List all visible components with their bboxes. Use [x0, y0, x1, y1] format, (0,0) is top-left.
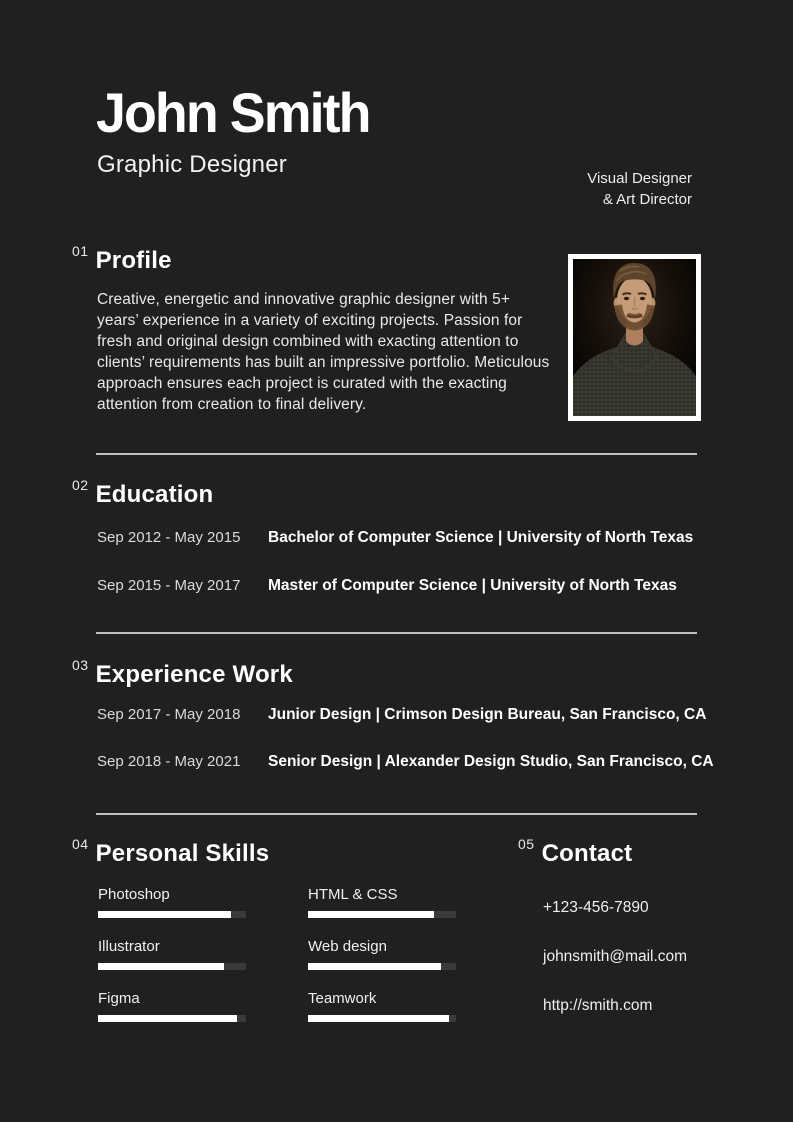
skills-section-number: 04 [72, 836, 89, 852]
skills-column-left [98, 886, 248, 1042]
skill-label: Web design [308, 938, 387, 955]
experience-dates: Sep 2017 - May 2018 [97, 706, 241, 723]
experience-row [97, 706, 717, 724]
skill-item [98, 990, 248, 1022]
skill-label: HTML & CSS [308, 886, 398, 903]
skill-item [308, 886, 458, 918]
education-row [97, 529, 717, 547]
skill-bar-track [308, 963, 456, 970]
experience-position: Senior Design | Alexander Design Studio, San Francisco, CA [268, 753, 714, 770]
header-tagline [587, 168, 692, 210]
skill-bar-fill [308, 1015, 449, 1022]
education-section-heading [72, 477, 213, 509]
profile-summary-text: Creative, energetic and innovative graphic designer with 5+ years’ experience in a variety of exciting projects. Passion for fresh and original design combined with exacting attention to clients’ requirements has built an impressive portfolio. Meticulous approach ensures each project is curated with the exacting attention from creation to final delivery. [97, 291, 550, 413]
skill-item [308, 938, 458, 970]
skill-label: Figma [98, 990, 140, 1007]
education-degree: Master of Computer Science | University of North Texas [268, 577, 677, 594]
contact-list [543, 899, 687, 1046]
skill-bar-fill [308, 911, 434, 918]
tagline-line-1: Visual Designer [587, 170, 692, 187]
experience-dates: Sep 2018 - May 2021 [97, 753, 241, 770]
education-degree: Bachelor of Computer Science | University of North Texas [268, 529, 694, 546]
person-role: Graphic Designer [97, 151, 287, 178]
experience-section-title: Experience Work [95, 661, 293, 688]
skills-column-right [308, 886, 458, 1042]
skill-item [308, 990, 458, 1022]
skill-item [98, 886, 248, 918]
contact-section-title: Contact [541, 840, 633, 867]
education-row [97, 577, 717, 595]
contact-website: http://smith.com [543, 997, 653, 1014]
contact-section-heading [518, 836, 632, 868]
skill-bar-track [308, 911, 456, 918]
skill-label: Photoshop [98, 886, 170, 903]
skill-bar-fill [98, 911, 231, 918]
contact-email: johnsmith@mail.com [543, 948, 688, 965]
skill-bar-track [308, 1015, 456, 1022]
experience-section-number: 03 [72, 657, 89, 673]
experience-position: Junior Design | Crimson Design Bureau, San Francisco, CA [268, 706, 707, 723]
profile-photo [568, 254, 701, 421]
skill-bar-fill [98, 963, 224, 970]
profile-section-heading [72, 243, 172, 275]
experience-row [97, 753, 717, 771]
education-section-title: Education [95, 481, 214, 508]
skills-section-heading [72, 836, 269, 868]
contact-phone: +123-456-7890 [543, 899, 649, 916]
skill-bar-track [98, 911, 246, 918]
education-dates: Sep 2012 - May 2015 [97, 529, 241, 546]
portrait-illustration [573, 259, 696, 416]
skill-label: Teamwork [308, 990, 377, 1007]
contact-section-number: 05 [518, 836, 535, 852]
skill-label: Illustrator [98, 938, 160, 955]
skill-bar-fill [308, 963, 441, 970]
education-dates: Sep 2015 - May 2017 [97, 577, 241, 594]
skill-bar-fill [98, 1015, 237, 1022]
skill-item [98, 938, 248, 970]
person-name: John Smith [96, 81, 370, 144]
skill-bar-track [98, 963, 246, 970]
profile-section-number: 01 [72, 243, 89, 259]
skills-section-title: Personal Skills [95, 840, 270, 867]
education-section-number: 02 [72, 477, 89, 493]
section-divider [96, 632, 697, 634]
skill-bar-track [98, 1015, 246, 1022]
tagline-line-2: & Art Director [602, 191, 692, 208]
experience-section-heading [72, 657, 293, 689]
section-divider [96, 453, 697, 455]
profile-section-title: Profile [95, 247, 172, 274]
section-divider [96, 813, 697, 815]
